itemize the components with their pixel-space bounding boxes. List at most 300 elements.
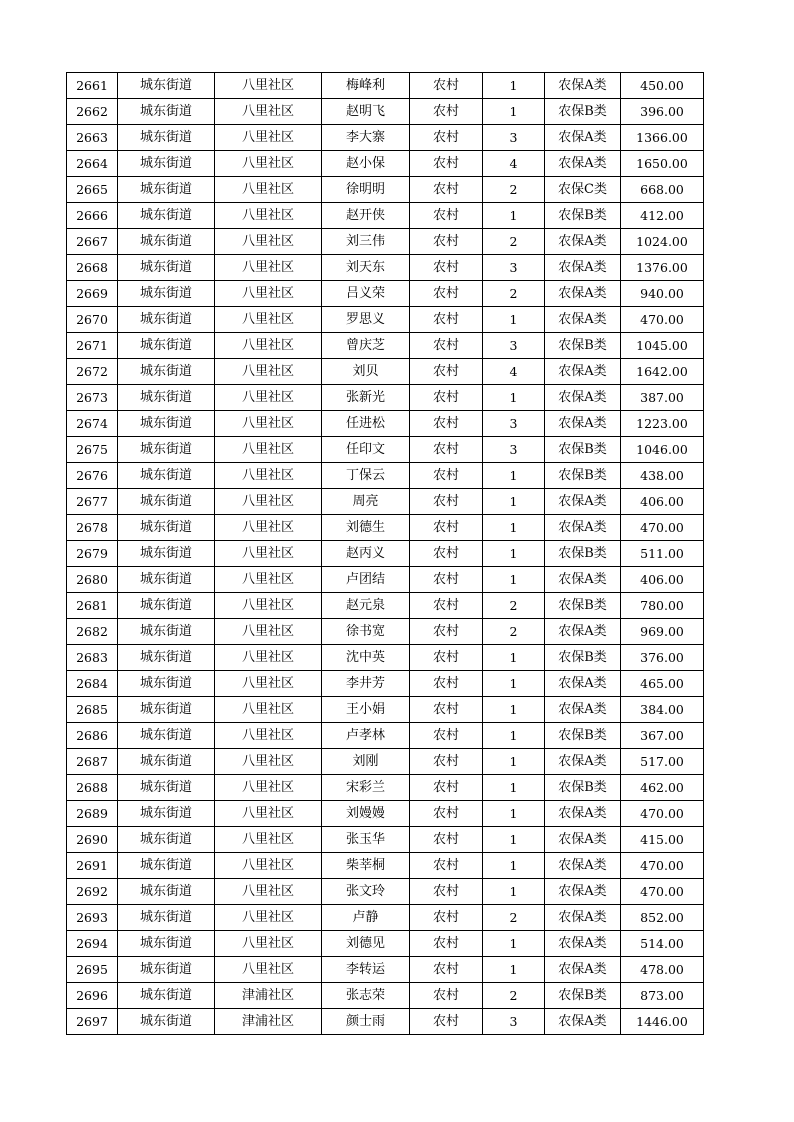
member-count-cell: 1 — [483, 307, 545, 333]
street-cell: 城东街道 — [118, 437, 215, 463]
member-count-cell: 1 — [483, 99, 545, 125]
community-cell: 八里社区 — [215, 801, 322, 827]
name-cell: 颜士雨 — [322, 1009, 410, 1035]
community-cell: 八里社区 — [215, 775, 322, 801]
member-count-cell: 4 — [483, 151, 545, 177]
amount-cell: 1446.00 — [621, 1009, 704, 1035]
community-cell: 八里社区 — [215, 541, 322, 567]
household-type-cell: 农村 — [410, 853, 483, 879]
name-cell: 吕义荣 — [322, 281, 410, 307]
household-type-cell: 农村 — [410, 411, 483, 437]
household-type-cell: 农村 — [410, 593, 483, 619]
street-cell: 城东街道 — [118, 983, 215, 1009]
amount-cell: 1045.00 — [621, 333, 704, 359]
household-type-cell: 农村 — [410, 801, 483, 827]
category-cell: 农保A类 — [545, 151, 621, 177]
name-cell: 徐明明 — [322, 177, 410, 203]
category-cell: 农保B类 — [545, 541, 621, 567]
member-count-cell: 2 — [483, 983, 545, 1009]
community-cell: 八里社区 — [215, 281, 322, 307]
category-cell: 农保A类 — [545, 957, 621, 983]
amount-cell: 470.00 — [621, 879, 704, 905]
category-cell: 农保A类 — [545, 255, 621, 281]
amount-cell: 387.00 — [621, 385, 704, 411]
amount-cell: 384.00 — [621, 697, 704, 723]
category-cell: 农保A类 — [545, 489, 621, 515]
table-row — [67, 723, 704, 749]
table-row — [67, 541, 704, 567]
street-cell: 城东街道 — [118, 463, 215, 489]
street-cell: 城东街道 — [118, 411, 215, 437]
category-cell: 农保A类 — [545, 853, 621, 879]
household-type-cell: 农村 — [410, 229, 483, 255]
community-cell: 八里社区 — [215, 957, 322, 983]
street-cell: 城东街道 — [118, 281, 215, 307]
member-count-cell: 1 — [483, 853, 545, 879]
street-cell: 城东街道 — [118, 905, 215, 931]
amount-cell: 412.00 — [621, 203, 704, 229]
household-type-cell: 农村 — [410, 541, 483, 567]
name-cell: 徐书宽 — [322, 619, 410, 645]
serial-number-cell: 2669 — [67, 281, 118, 307]
street-cell: 城东街道 — [118, 593, 215, 619]
table-row — [67, 489, 704, 515]
category-cell: 农保B类 — [545, 723, 621, 749]
serial-number-cell: 2685 — [67, 697, 118, 723]
community-cell: 津浦社区 — [215, 1009, 322, 1035]
street-cell: 城东街道 — [118, 697, 215, 723]
category-cell: 农保B类 — [545, 593, 621, 619]
community-cell: 八里社区 — [215, 593, 322, 619]
table-row — [67, 359, 704, 385]
name-cell: 赵元泉 — [322, 593, 410, 619]
amount-cell: 1642.00 — [621, 359, 704, 385]
name-cell: 张玉华 — [322, 827, 410, 853]
serial-number-cell: 2687 — [67, 749, 118, 775]
amount-cell: 511.00 — [621, 541, 704, 567]
member-count-cell: 1 — [483, 567, 545, 593]
community-cell: 八里社区 — [215, 515, 322, 541]
community-cell: 八里社区 — [215, 671, 322, 697]
amount-cell: 668.00 — [621, 177, 704, 203]
member-count-cell: 4 — [483, 359, 545, 385]
category-cell: 农保B类 — [545, 333, 621, 359]
street-cell: 城东街道 — [118, 879, 215, 905]
household-type-cell: 农村 — [410, 359, 483, 385]
member-count-cell: 2 — [483, 177, 545, 203]
name-cell: 任进松 — [322, 411, 410, 437]
serial-number-cell: 2697 — [67, 1009, 118, 1035]
street-cell: 城东街道 — [118, 177, 215, 203]
serial-number-cell: 2691 — [67, 853, 118, 879]
category-cell: 农保A类 — [545, 801, 621, 827]
category-cell: 农保B类 — [545, 775, 621, 801]
amount-cell: 478.00 — [621, 957, 704, 983]
category-cell: 农保A类 — [545, 359, 621, 385]
street-cell: 城东街道 — [118, 489, 215, 515]
amount-cell: 852.00 — [621, 905, 704, 931]
table-row — [67, 853, 704, 879]
table-row — [67, 281, 704, 307]
category-cell: 农保B类 — [545, 645, 621, 671]
serial-number-cell: 2671 — [67, 333, 118, 359]
table-row — [67, 749, 704, 775]
household-type-cell: 农村 — [410, 931, 483, 957]
serial-number-cell: 2692 — [67, 879, 118, 905]
amount-cell: 1223.00 — [621, 411, 704, 437]
table-row — [67, 879, 704, 905]
street-cell: 城东街道 — [118, 749, 215, 775]
table-row — [67, 957, 704, 983]
street-cell: 城东街道 — [118, 515, 215, 541]
member-count-cell: 1 — [483, 723, 545, 749]
amount-cell: 415.00 — [621, 827, 704, 853]
member-count-cell: 2 — [483, 229, 545, 255]
member-count-cell: 1 — [483, 645, 545, 671]
serial-number-cell: 2681 — [67, 593, 118, 619]
household-type-cell: 农村 — [410, 281, 483, 307]
serial-number-cell: 2662 — [67, 99, 118, 125]
street-cell: 城东街道 — [118, 203, 215, 229]
member-count-cell: 3 — [483, 333, 545, 359]
table-row — [67, 645, 704, 671]
amount-cell: 450.00 — [621, 73, 704, 99]
name-cell: 卢团结 — [322, 567, 410, 593]
amount-cell: 367.00 — [621, 723, 704, 749]
community-cell: 八里社区 — [215, 99, 322, 125]
street-cell: 城东街道 — [118, 1009, 215, 1035]
category-cell: 农保A类 — [545, 515, 621, 541]
member-count-cell: 2 — [483, 281, 545, 307]
member-count-cell: 1 — [483, 541, 545, 567]
amount-cell: 470.00 — [621, 801, 704, 827]
category-cell: 农保B类 — [545, 983, 621, 1009]
household-type-cell: 农村 — [410, 697, 483, 723]
name-cell: 刘刚 — [322, 749, 410, 775]
household-type-cell: 农村 — [410, 567, 483, 593]
table-row — [67, 151, 704, 177]
name-cell: 宋彩兰 — [322, 775, 410, 801]
community-cell: 八里社区 — [215, 567, 322, 593]
member-count-cell: 1 — [483, 515, 545, 541]
member-count-cell: 1 — [483, 463, 545, 489]
table-row — [67, 1009, 704, 1035]
table-row — [67, 983, 704, 1009]
table-row — [67, 437, 704, 463]
category-cell: 农保A类 — [545, 1009, 621, 1035]
category-cell: 农保A类 — [545, 671, 621, 697]
serial-number-cell: 2674 — [67, 411, 118, 437]
category-cell: 农保A类 — [545, 307, 621, 333]
member-count-cell: 1 — [483, 671, 545, 697]
serial-number-cell: 2661 — [67, 73, 118, 99]
household-type-cell: 农村 — [410, 437, 483, 463]
member-count-cell: 2 — [483, 905, 545, 931]
community-cell: 八里社区 — [215, 307, 322, 333]
amount-cell: 470.00 — [621, 515, 704, 541]
name-cell: 周亮 — [322, 489, 410, 515]
serial-number-cell: 2693 — [67, 905, 118, 931]
street-cell: 城东街道 — [118, 619, 215, 645]
street-cell: 城东街道 — [118, 151, 215, 177]
category-cell: 农保A类 — [545, 697, 621, 723]
community-cell: 八里社区 — [215, 333, 322, 359]
category-cell: 农保A类 — [545, 125, 621, 151]
member-count-cell: 3 — [483, 1009, 545, 1035]
table-row — [67, 229, 704, 255]
member-count-cell: 1 — [483, 931, 545, 957]
member-count-cell: 3 — [483, 437, 545, 463]
serial-number-cell: 2675 — [67, 437, 118, 463]
community-cell: 八里社区 — [215, 931, 322, 957]
community-cell: 八里社区 — [215, 229, 322, 255]
serial-number-cell: 2695 — [67, 957, 118, 983]
category-cell: 农保A类 — [545, 73, 621, 99]
amount-cell: 940.00 — [621, 281, 704, 307]
amount-cell: 1366.00 — [621, 125, 704, 151]
community-cell: 八里社区 — [215, 749, 322, 775]
household-type-cell: 农村 — [410, 125, 483, 151]
category-cell: 农保A类 — [545, 385, 621, 411]
serial-number-cell: 2678 — [67, 515, 118, 541]
name-cell: 卢静 — [322, 905, 410, 931]
serial-number-cell: 2672 — [67, 359, 118, 385]
member-count-cell: 1 — [483, 385, 545, 411]
street-cell: 城东街道 — [118, 541, 215, 567]
category-cell: 农保A类 — [545, 905, 621, 931]
serial-number-cell: 2667 — [67, 229, 118, 255]
name-cell: 丁保云 — [322, 463, 410, 489]
household-type-cell: 农村 — [410, 619, 483, 645]
name-cell: 李转运 — [322, 957, 410, 983]
member-count-cell: 2 — [483, 593, 545, 619]
table-row — [67, 177, 704, 203]
table-row — [67, 255, 704, 281]
street-cell: 城东街道 — [118, 255, 215, 281]
table-row — [67, 515, 704, 541]
household-type-cell: 农村 — [410, 255, 483, 281]
category-cell: 农保A类 — [545, 827, 621, 853]
household-type-cell: 农村 — [410, 749, 483, 775]
household-type-cell: 农村 — [410, 645, 483, 671]
table-row — [67, 801, 704, 827]
member-count-cell: 2 — [483, 619, 545, 645]
member-count-cell: 1 — [483, 827, 545, 853]
table-row — [67, 593, 704, 619]
street-cell: 城东街道 — [118, 723, 215, 749]
street-cell: 城东街道 — [118, 801, 215, 827]
community-cell: 津浦社区 — [215, 983, 322, 1009]
street-cell: 城东街道 — [118, 567, 215, 593]
serial-number-cell: 2677 — [67, 489, 118, 515]
household-type-cell: 农村 — [410, 983, 483, 1009]
table-row — [67, 411, 704, 437]
amount-cell: 969.00 — [621, 619, 704, 645]
household-type-cell: 农村 — [410, 151, 483, 177]
amount-cell: 873.00 — [621, 983, 704, 1009]
table-row — [67, 697, 704, 723]
category-cell: 农保A类 — [545, 619, 621, 645]
amount-cell: 514.00 — [621, 931, 704, 957]
household-table — [66, 72, 704, 1035]
table-row — [67, 385, 704, 411]
amount-cell: 517.00 — [621, 749, 704, 775]
table-row — [67, 775, 704, 801]
household-type-cell: 农村 — [410, 463, 483, 489]
name-cell: 沈中英 — [322, 645, 410, 671]
community-cell: 八里社区 — [215, 619, 322, 645]
household-type-cell: 农村 — [410, 723, 483, 749]
table-row — [67, 203, 704, 229]
serial-number-cell: 2686 — [67, 723, 118, 749]
member-count-cell: 1 — [483, 489, 545, 515]
amount-cell: 1650.00 — [621, 151, 704, 177]
name-cell: 曾庆芝 — [322, 333, 410, 359]
street-cell: 城东街道 — [118, 931, 215, 957]
name-cell: 张志荣 — [322, 983, 410, 1009]
amount-cell: 396.00 — [621, 99, 704, 125]
table-body — [67, 73, 704, 1035]
category-cell: 农保A类 — [545, 749, 621, 775]
community-cell: 八里社区 — [215, 697, 322, 723]
community-cell: 八里社区 — [215, 411, 322, 437]
amount-cell: 406.00 — [621, 489, 704, 515]
name-cell: 李大寨 — [322, 125, 410, 151]
name-cell: 赵小保 — [322, 151, 410, 177]
name-cell: 赵开侠 — [322, 203, 410, 229]
name-cell: 任印文 — [322, 437, 410, 463]
table-row — [67, 463, 704, 489]
household-type-cell: 农村 — [410, 827, 483, 853]
serial-number-cell: 2680 — [67, 567, 118, 593]
street-cell: 城东街道 — [118, 853, 215, 879]
table-row — [67, 827, 704, 853]
category-cell: 农保A类 — [545, 931, 621, 957]
table-row — [67, 567, 704, 593]
name-cell: 刘德见 — [322, 931, 410, 957]
street-cell: 城东街道 — [118, 307, 215, 333]
serial-number-cell: 2673 — [67, 385, 118, 411]
amount-cell: 438.00 — [621, 463, 704, 489]
table-row — [67, 619, 704, 645]
category-cell: 农保B类 — [545, 437, 621, 463]
community-cell: 八里社区 — [215, 879, 322, 905]
category-cell: 农保B类 — [545, 463, 621, 489]
household-type-cell: 农村 — [410, 905, 483, 931]
member-count-cell: 1 — [483, 749, 545, 775]
street-cell: 城东街道 — [118, 957, 215, 983]
member-count-cell: 3 — [483, 255, 545, 281]
serial-number-cell: 2682 — [67, 619, 118, 645]
community-cell: 八里社区 — [215, 255, 322, 281]
name-cell: 刘德生 — [322, 515, 410, 541]
household-type-cell: 农村 — [410, 1009, 483, 1035]
table-row — [67, 333, 704, 359]
serial-number-cell: 2664 — [67, 151, 118, 177]
amount-cell: 470.00 — [621, 307, 704, 333]
member-count-cell: 3 — [483, 411, 545, 437]
member-count-cell: 1 — [483, 697, 545, 723]
category-cell: 农保A类 — [545, 411, 621, 437]
street-cell: 城东街道 — [118, 775, 215, 801]
name-cell: 张新光 — [322, 385, 410, 411]
serial-number-cell: 2663 — [67, 125, 118, 151]
street-cell: 城东街道 — [118, 645, 215, 671]
category-cell: 农保B类 — [545, 99, 621, 125]
community-cell: 八里社区 — [215, 73, 322, 99]
community-cell: 八里社区 — [215, 177, 322, 203]
household-type-cell: 农村 — [410, 203, 483, 229]
category-cell: 农保C类 — [545, 177, 621, 203]
household-type-cell: 农村 — [410, 73, 483, 99]
serial-number-cell: 2683 — [67, 645, 118, 671]
household-type-cell: 农村 — [410, 385, 483, 411]
amount-cell: 1046.00 — [621, 437, 704, 463]
serial-number-cell: 2690 — [67, 827, 118, 853]
member-count-cell: 1 — [483, 73, 545, 99]
community-cell: 八里社区 — [215, 827, 322, 853]
amount-cell: 462.00 — [621, 775, 704, 801]
community-cell: 八里社区 — [215, 463, 322, 489]
name-cell: 李井芳 — [322, 671, 410, 697]
name-cell: 张文玲 — [322, 879, 410, 905]
community-cell: 八里社区 — [215, 385, 322, 411]
category-cell: 农保A类 — [545, 567, 621, 593]
table-row — [67, 99, 704, 125]
member-count-cell: 1 — [483, 879, 545, 905]
serial-number-cell: 2696 — [67, 983, 118, 1009]
serial-number-cell: 2694 — [67, 931, 118, 957]
table-row — [67, 905, 704, 931]
name-cell: 柴莘桐 — [322, 853, 410, 879]
street-cell: 城东街道 — [118, 73, 215, 99]
household-type-cell: 农村 — [410, 879, 483, 905]
category-cell: 农保A类 — [545, 281, 621, 307]
category-cell: 农保B类 — [545, 203, 621, 229]
category-cell: 农保A类 — [545, 229, 621, 255]
amount-cell: 1024.00 — [621, 229, 704, 255]
street-cell: 城东街道 — [118, 99, 215, 125]
member-count-cell: 1 — [483, 775, 545, 801]
community-cell: 八里社区 — [215, 437, 322, 463]
member-count-cell: 1 — [483, 957, 545, 983]
community-cell: 八里社区 — [215, 359, 322, 385]
street-cell: 城东街道 — [118, 385, 215, 411]
table-row — [67, 931, 704, 957]
street-cell: 城东街道 — [118, 333, 215, 359]
serial-number-cell: 2689 — [67, 801, 118, 827]
serial-number-cell: 2665 — [67, 177, 118, 203]
household-type-cell: 农村 — [410, 957, 483, 983]
community-cell: 八里社区 — [215, 853, 322, 879]
household-type-cell: 农村 — [410, 177, 483, 203]
name-cell: 赵丙义 — [322, 541, 410, 567]
table-row — [67, 125, 704, 151]
community-cell: 八里社区 — [215, 489, 322, 515]
street-cell: 城东街道 — [118, 359, 215, 385]
serial-number-cell: 2688 — [67, 775, 118, 801]
serial-number-cell: 2670 — [67, 307, 118, 333]
household-type-cell: 农村 — [410, 671, 483, 697]
table-row — [67, 73, 704, 99]
name-cell: 刘三伟 — [322, 229, 410, 255]
amount-cell: 470.00 — [621, 853, 704, 879]
household-type-cell: 农村 — [410, 489, 483, 515]
name-cell: 赵明飞 — [322, 99, 410, 125]
serial-number-cell: 2668 — [67, 255, 118, 281]
household-type-cell: 农村 — [410, 775, 483, 801]
amount-cell: 406.00 — [621, 567, 704, 593]
